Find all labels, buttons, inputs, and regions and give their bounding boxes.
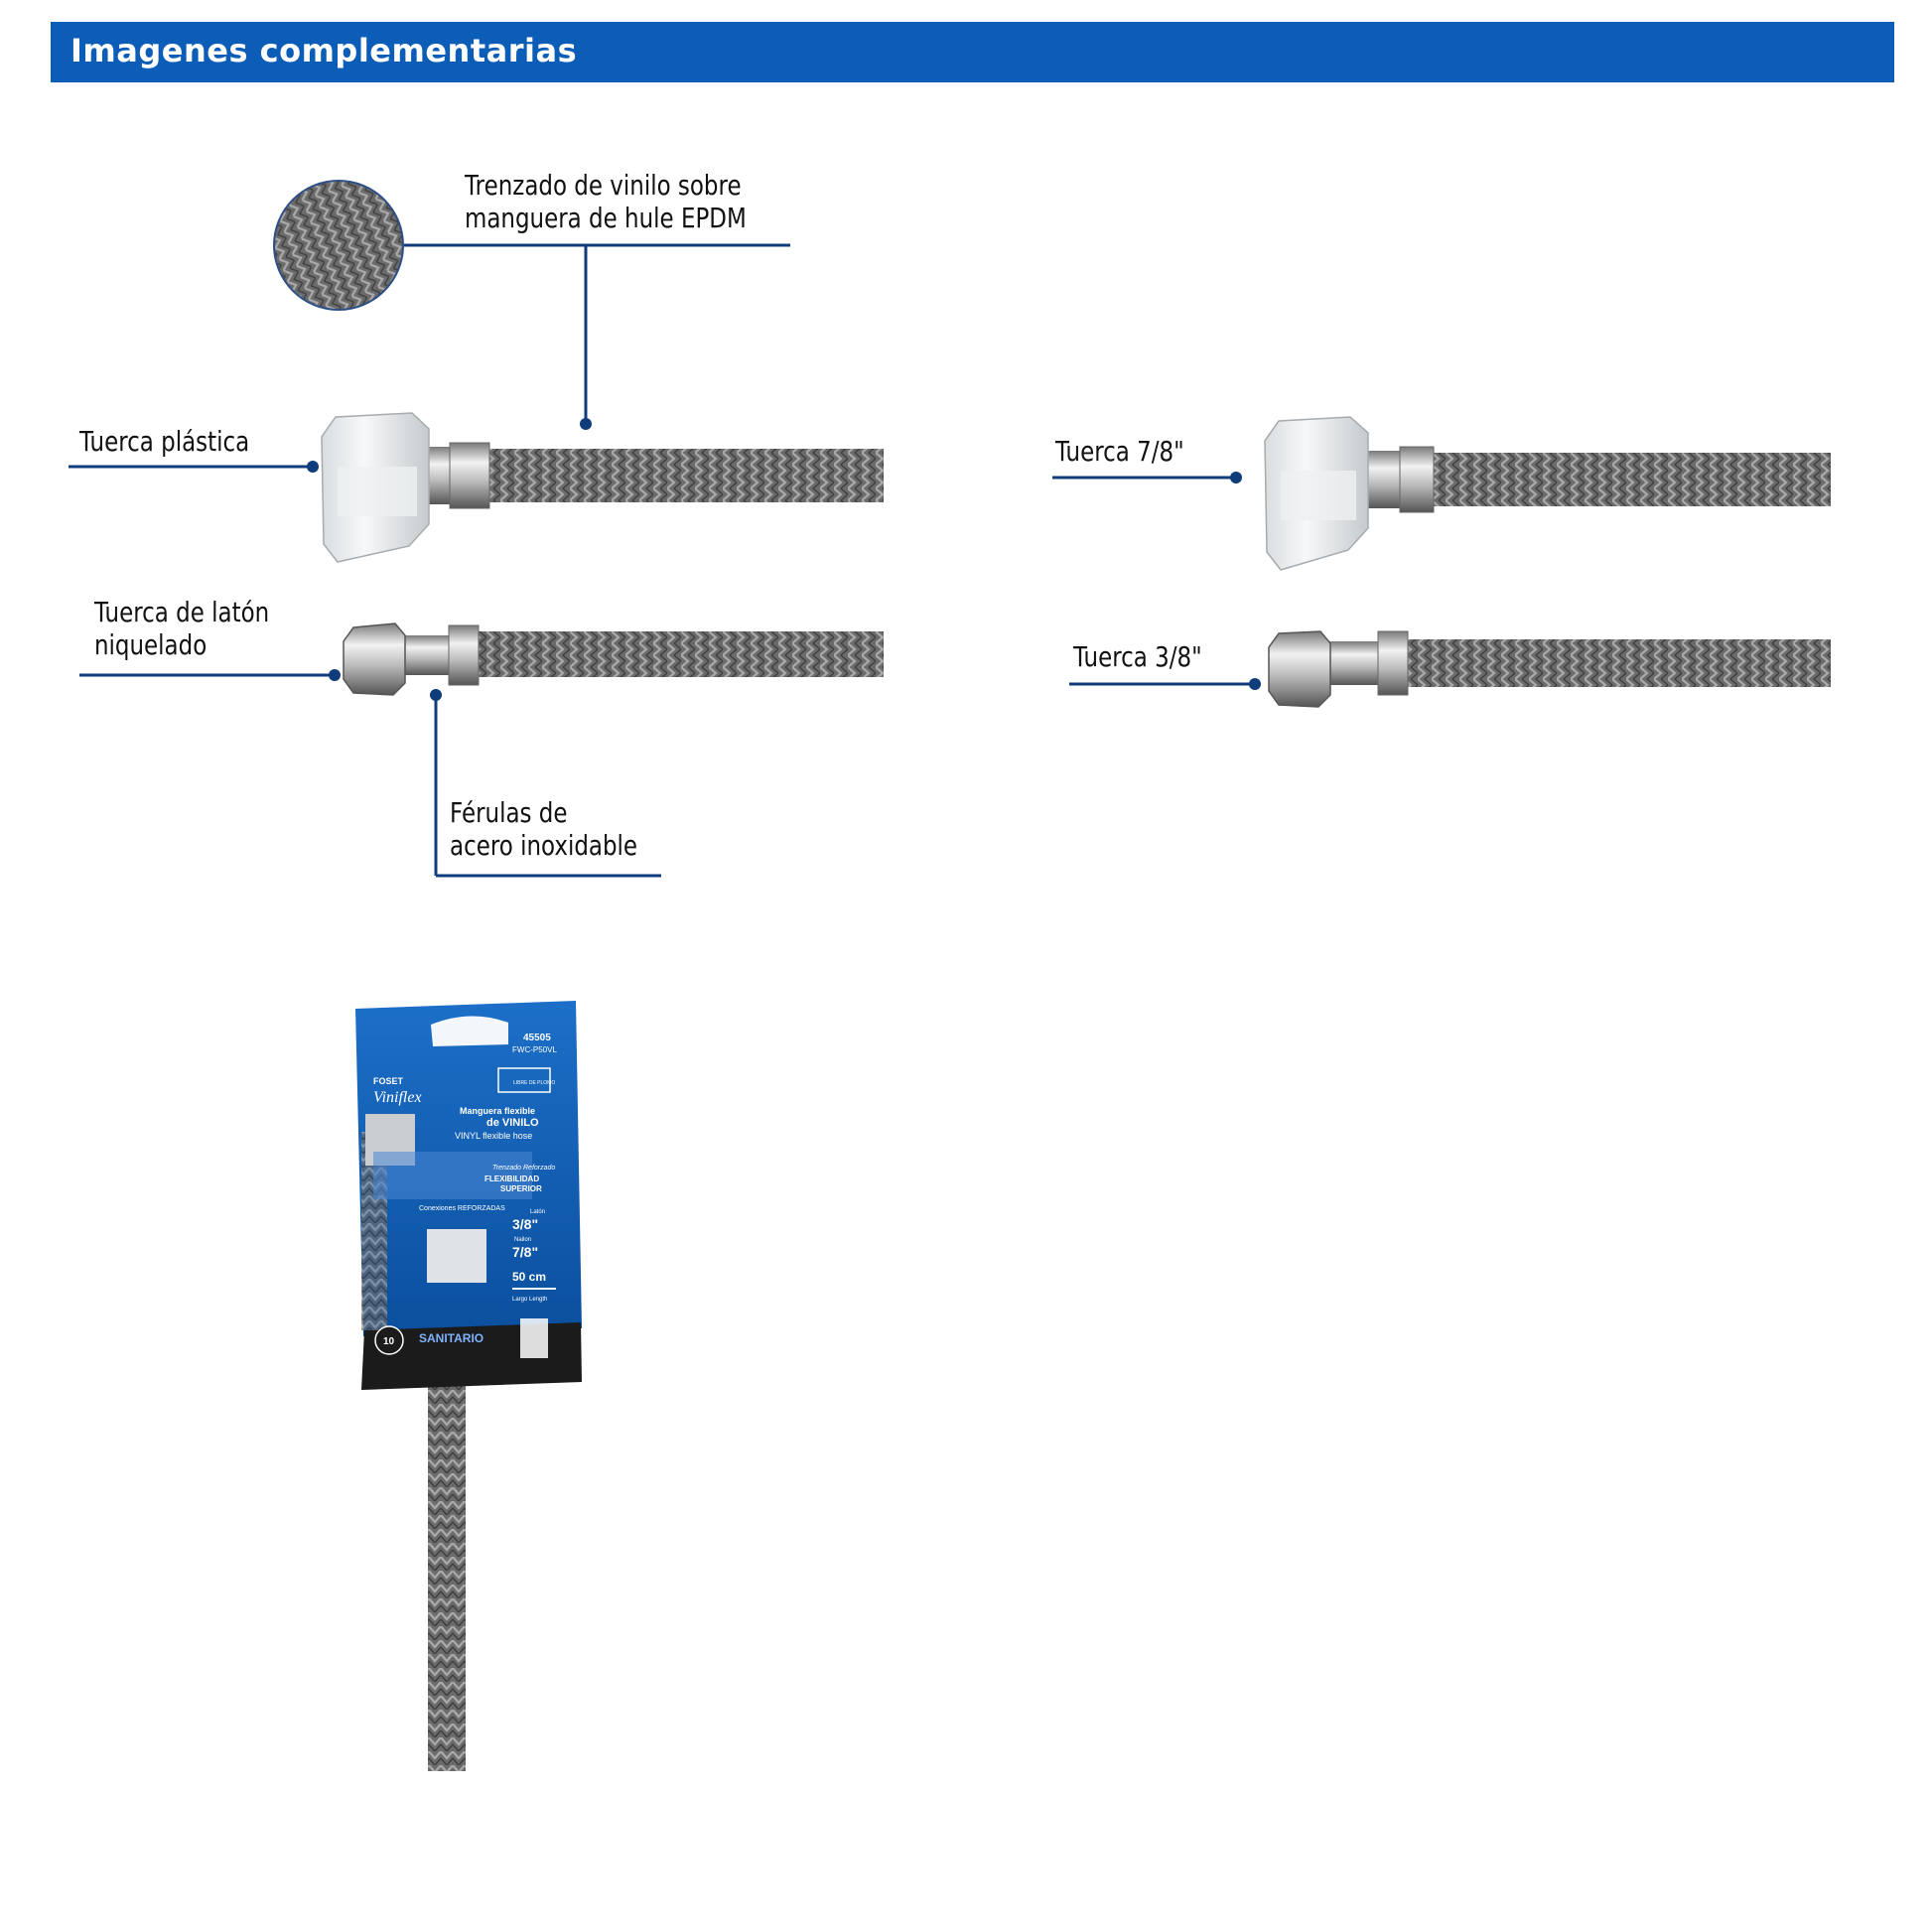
hose-nut-7-8 (1265, 417, 1831, 570)
package-feature-1: Trenzado Reforzado (492, 1165, 556, 1172)
package-size-nylon: 7/8" (512, 1244, 539, 1260)
hose-nut-3-8 (1269, 631, 1831, 707)
hose-plastic-nut (322, 413, 884, 562)
braid-callout-line1: Trenzado de vinilo sobre (465, 169, 742, 202)
package-feature-3: SUPERIOR (500, 1184, 542, 1193)
package-category: SANITARIO (419, 1331, 484, 1345)
package-length-label: Largo Length (512, 1297, 548, 1303)
package-product-line: Viniflex (373, 1089, 422, 1106)
ferrules-line1: Férulas de (450, 796, 568, 829)
callout-lines (69, 245, 1255, 876)
package-model: FWC-P50VL (512, 1045, 557, 1054)
nut-3-8-label: Tuerca 3/8" (1073, 640, 1202, 673)
ferrules-line2: acero inoxidable (450, 829, 638, 862)
ferrules-label (450, 796, 637, 862)
plastic-nut-label: Tuerca plástica (79, 425, 250, 458)
package-warranty: 10 (383, 1336, 395, 1347)
package-image (355, 1001, 582, 1771)
braid-detail-image (248, 155, 429, 336)
braid-callout-line2: manguera de hule EPDM (465, 202, 747, 234)
package-nylon-label: Nailon (514, 1237, 532, 1243)
package-code: 45505 (523, 1033, 551, 1043)
package-length: 50 cm (512, 1270, 547, 1284)
package-lead-free: LIBRE DE PLOMO (513, 1080, 556, 1086)
braid-callout-label (465, 169, 747, 234)
package-title-es-2: de VINILO (486, 1117, 539, 1129)
brass-nut-label (94, 596, 269, 661)
package-connections: Conexiones REFORZADAS (419, 1205, 505, 1212)
nut-7-8-label: Tuerca 7/8" (1055, 435, 1184, 468)
package-title-en: VINYL flexible hose (455, 1131, 533, 1141)
section-title: Imagenes complementarias (70, 32, 578, 69)
package-brand: FOSET (373, 1076, 404, 1086)
package-feature-2: FLEXIBILIDAD (484, 1174, 540, 1183)
package-brass-label: Latón (530, 1209, 546, 1215)
package-title-es-1: Manguera flexible (460, 1106, 536, 1116)
package-size-brass: 3/8" (512, 1216, 539, 1232)
brass-nut-line2: niquelado (94, 628, 207, 661)
hose-brass-nut (344, 623, 884, 695)
brass-nut-line1: Tuerca de latón (94, 596, 270, 628)
